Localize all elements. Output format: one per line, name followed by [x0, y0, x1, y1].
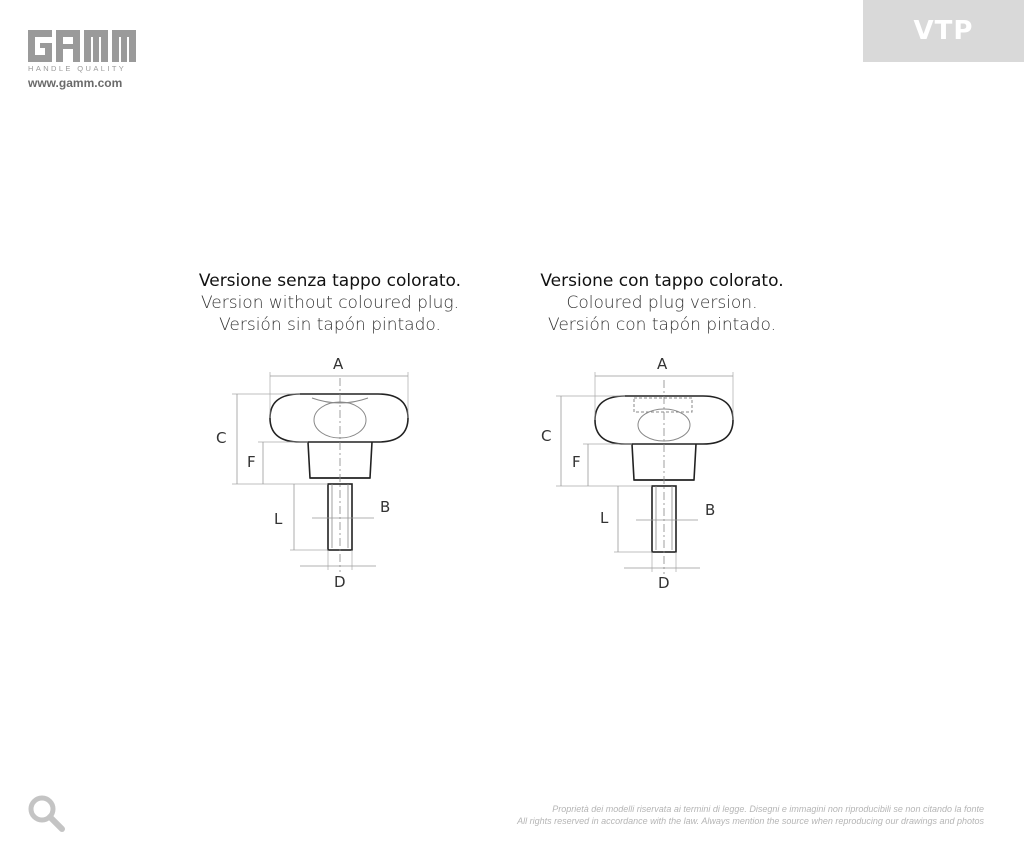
caption-left-es: Versión sin tapón pintado. [219, 315, 441, 335]
drawing-left [216, 355, 408, 591]
legal-line-1: Proprietà dei modelli riservata ai termini di legge. Disegni e immagini non riproducibili se non citando la fonte [552, 804, 984, 814]
magnifier-icon[interactable] [28, 795, 66, 837]
dim-label-f-right: F [572, 453, 581, 471]
dim-label-l-left: L [274, 510, 283, 528]
caption-right-en: Coloured plug version. [566, 293, 758, 313]
dim-label-d-right: D [658, 574, 670, 592]
dim-label-a-left: A [333, 355, 344, 373]
product-code: VTP [913, 16, 974, 46]
dim-label-l-right: L [600, 509, 609, 527]
dim-label-c-right: C [541, 427, 552, 445]
dim-label-c-left: C [216, 429, 227, 447]
legal-notice [517, 803, 984, 827]
legal-line-2: All rights reserved in accordance with the law. Always mention the source when reproducing our drawings and photos [517, 816, 984, 826]
dim-label-a-right: A [657, 355, 668, 373]
brand-tagline: HANDLE QUALITY [28, 64, 127, 73]
drawing-right [541, 355, 733, 592]
coloured-plug-right [634, 398, 692, 412]
caption-right-es: Versión con tapón pintado. [548, 315, 776, 335]
caption-left-en: Version without coloured plug. [200, 293, 460, 313]
dim-label-f-left: F [247, 453, 256, 471]
dim-label-b-right: B [705, 501, 716, 519]
caption-left-it: Versione senza tappo colorato. [198, 271, 462, 291]
caption-right-it: Versione con tappo colorato. [540, 271, 784, 291]
dim-label-b-left: B [380, 498, 391, 516]
brand-website[interactable]: www.gamm.com [28, 76, 123, 90]
dim-label-d-left: D [334, 573, 346, 591]
knob-head-left [270, 394, 408, 442]
